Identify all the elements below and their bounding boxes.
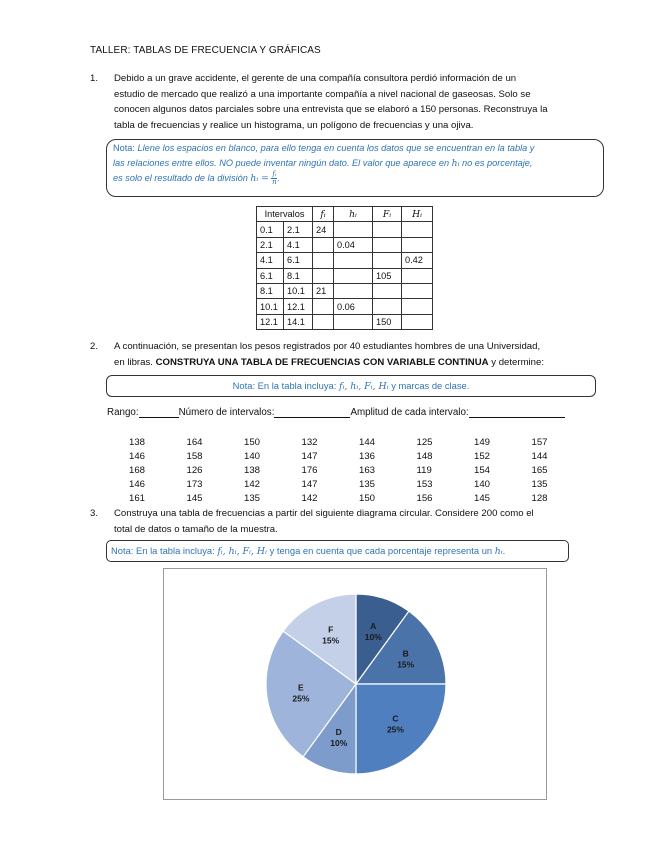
weight-value: 144 [531,451,548,462]
weight-value: 128 [531,493,548,504]
pie-category-label: B [402,648,409,659]
q1-line: Debido a un grave accidente, el gerente de una compañía consultora perdió información de un [114,73,517,84]
weight-value: 140 [474,479,491,490]
weights-row [127,478,587,492]
table-cell [402,299,433,314]
frequency-table-wrap [256,206,433,330]
fill-in-row [107,407,607,418]
table-cell [334,222,373,237]
note-math: hᵢ = [250,173,269,184]
q1-note-box [106,139,604,197]
table-cell: 4.1 [257,253,284,268]
question-number: 2. [90,341,99,352]
table-cell: 105 [373,268,402,283]
note-text: Nota: En la tabla incluya: [232,380,337,391]
table-row [257,237,433,252]
table-cell: 10.1 [284,283,313,298]
question-number: 1. [90,73,99,84]
pie-category-label: C [392,713,399,724]
table-cell: 0.42 [402,253,433,268]
weight-value: 126 [186,465,203,476]
table-cell [313,314,334,329]
table-cell: 0.04 [334,237,373,252]
note-line: . [277,173,280,183]
pie-percent-label: 25% [292,693,310,704]
weight-value: 145 [186,493,203,504]
header-intervals: Intervalos [257,207,313,222]
pie-category-label: D [335,727,342,738]
weights-row [127,450,587,464]
weight-value: 163 [359,465,376,476]
note-math: hᵢ [451,158,460,169]
weight-value: 135 [244,493,261,504]
weight-value: 132 [301,437,318,448]
weight-value: 138 [244,465,261,476]
table-row [257,268,433,283]
weight-value: 145 [474,493,491,504]
table-row [257,222,433,237]
weight-value: 156 [416,493,433,504]
note-text: . [502,545,506,556]
table-row [257,314,433,329]
pie-chart [164,569,546,799]
pie-category-label: F [328,624,334,635]
table-row [257,283,433,298]
table-cell [402,314,433,329]
weight-value: 157 [531,437,548,448]
weight-value: 153 [416,479,433,490]
rango-label: Rango: [107,407,139,418]
weight-value: 140 [244,451,261,462]
note-math: fᵢ, hᵢ, Fᵢ, Hᵢ [338,381,389,392]
table-cell [373,222,402,237]
table-cell: 12.1 [257,314,284,329]
q3-note-box [106,540,569,562]
pie-percent-label: 10% [330,738,348,749]
weight-value: 173 [186,479,203,490]
table-cell [402,222,433,237]
weight-value: 125 [416,437,433,448]
page-title: TALLER: TABLAS DE FRECUENCIA Y GRÁFICAS [90,45,321,56]
header-fi: fᵢ [313,207,334,222]
weight-value: 161 [129,493,146,504]
table-cell: 6.1 [284,253,313,268]
weight-value: 148 [416,451,433,462]
weight-value: 144 [359,437,376,448]
weight-value: 119 [416,465,432,476]
weights-grid [127,436,587,506]
table-cell [373,237,402,252]
table-cell: 6.1 [257,268,284,283]
weight-value: 149 [474,437,491,448]
weight-value: 154 [474,465,491,476]
amplitud-label: Amplitud de cada intervalo: [350,407,469,418]
q2-line: A continuación, se presentan los pesos registrados por 40 estudiantes hombres de una Universidad, [114,341,541,352]
note-line: las relaciones entre ellos. NO puede inventar ningún dato. El valor que aparece en [113,158,450,168]
fraction-denominator: n [272,178,277,186]
weight-value: 176 [301,465,318,476]
table-cell: 10.1 [257,299,284,314]
table-cell [373,299,402,314]
table-cell: 4.1 [284,237,313,252]
intervalos-label: Número de intervalos: [178,407,275,418]
table-cell: 14.1 [284,314,313,329]
question-2 [90,339,610,370]
table-cell [402,283,433,298]
header-Fi: Fᵢ [373,207,402,222]
note-line: Llene los espacios en blanco, para ello tenga en cuenta los datos que se encuentran en la tabla y [137,143,535,153]
weight-value: 146 [129,451,146,462]
table-cell: 2.1 [284,222,313,237]
weight-value: 135 [531,479,548,490]
pie-percent-label: 15% [322,635,340,646]
table-cell [334,268,373,283]
weight-value: 142 [301,493,318,504]
q1-line: conocen algunos datos parciales sobre una entrevista que se elaboró a 150 personas. Reconstruya la [114,104,548,115]
table-cell: 21 [313,283,334,298]
table-cell [313,268,334,283]
weight-value: 164 [186,437,203,448]
pie-chart-frame [163,568,547,800]
weight-value: 150 [359,493,376,504]
table-cell [334,283,373,298]
note-line: no es porcentaje, [461,158,533,168]
intervalos-blank[interactable] [274,407,350,418]
frequency-table [256,206,433,330]
header-hi: hᵢ [334,207,373,222]
pie-percent-label: 10% [364,631,382,642]
weight-value: 165 [531,465,548,476]
table-cell: 2.1 [257,237,284,252]
question-3 [90,506,610,537]
table-cell: 8.1 [257,283,284,298]
weight-value: 135 [359,479,376,490]
pie-percent-label: 25% [386,724,404,735]
q3-line: Construya una tabla de frecuencias a partir del siguiente diagrama circular. Considere 200 como el [114,508,534,519]
note-text: y tenga en cuenta que cada porcentaje representa un [269,545,493,556]
table-cell [373,283,402,298]
q3-line: total de datos o tamaño de la muestra. [114,523,278,535]
note-math: hᵢ [494,546,503,557]
weight-value: 138 [129,437,146,448]
weight-value: 136 [359,451,376,462]
q2-note-box [106,375,596,397]
weight-value: 168 [129,465,146,476]
weights-row [127,464,587,478]
question-1 [90,71,610,133]
q1-line: estudio de mercado que realizó a una importante compañía a nivel nacional de gaseosas. Solo se [114,88,531,100]
q2-bold-instruction: CONSTRUYA UNA TABLA DE FRECUENCIAS CON VARIABLE CONTINUA [155,356,489,368]
table-cell: 0.1 [257,222,284,237]
weight-value: 147 [301,479,318,490]
table-cell [313,299,334,314]
weight-value: 146 [129,479,146,490]
fraction-numerator: fᵢ [272,170,277,178]
table-cell [373,253,402,268]
weight-value: 150 [244,437,261,448]
pie-category-label: A [370,620,377,631]
weight-value: 147 [301,451,318,462]
note-line: es solo el resultado de la división [113,173,248,183]
q2-line: en libras. [114,356,153,368]
table-cell: 8.1 [284,268,313,283]
table-cell [402,268,433,283]
pie-percent-label: 15% [397,659,415,670]
table-cell: 150 [373,314,402,329]
table-cell [313,253,334,268]
weight-value: 142 [244,479,261,490]
table-cell [334,253,373,268]
table-header-row [257,207,433,222]
table-cell [334,314,373,329]
table-row [257,253,433,268]
weight-value: 158 [186,451,203,462]
table-cell: 24 [313,222,334,237]
table-cell: 0.06 [334,299,373,314]
note-text: y marcas de clase. [391,380,470,391]
q1-line: tabla de frecuencias y realice un histograma, un polígono de frecuencias y una ojiva. [114,119,474,131]
pie-category-label: E [298,682,304,693]
note-label: Nota: [113,143,135,153]
table-row [257,299,433,314]
q2-line: y determine: [491,356,545,368]
weights-row [127,492,587,506]
weight-value: 152 [474,451,491,462]
table-cell [402,237,433,252]
table-cell: 12.1 [284,299,313,314]
amplitud-blank[interactable] [469,407,565,418]
table-cell [313,237,334,252]
note-text: Nota: En la tabla incluya: [111,545,215,556]
header-Hi: Hᵢ [402,207,433,222]
note-math: fᵢ, hᵢ, Fᵢ, Hᵢ [217,546,267,557]
rango-blank[interactable] [139,407,179,418]
question-number: 3. [90,508,99,519]
weights-row [127,436,587,450]
